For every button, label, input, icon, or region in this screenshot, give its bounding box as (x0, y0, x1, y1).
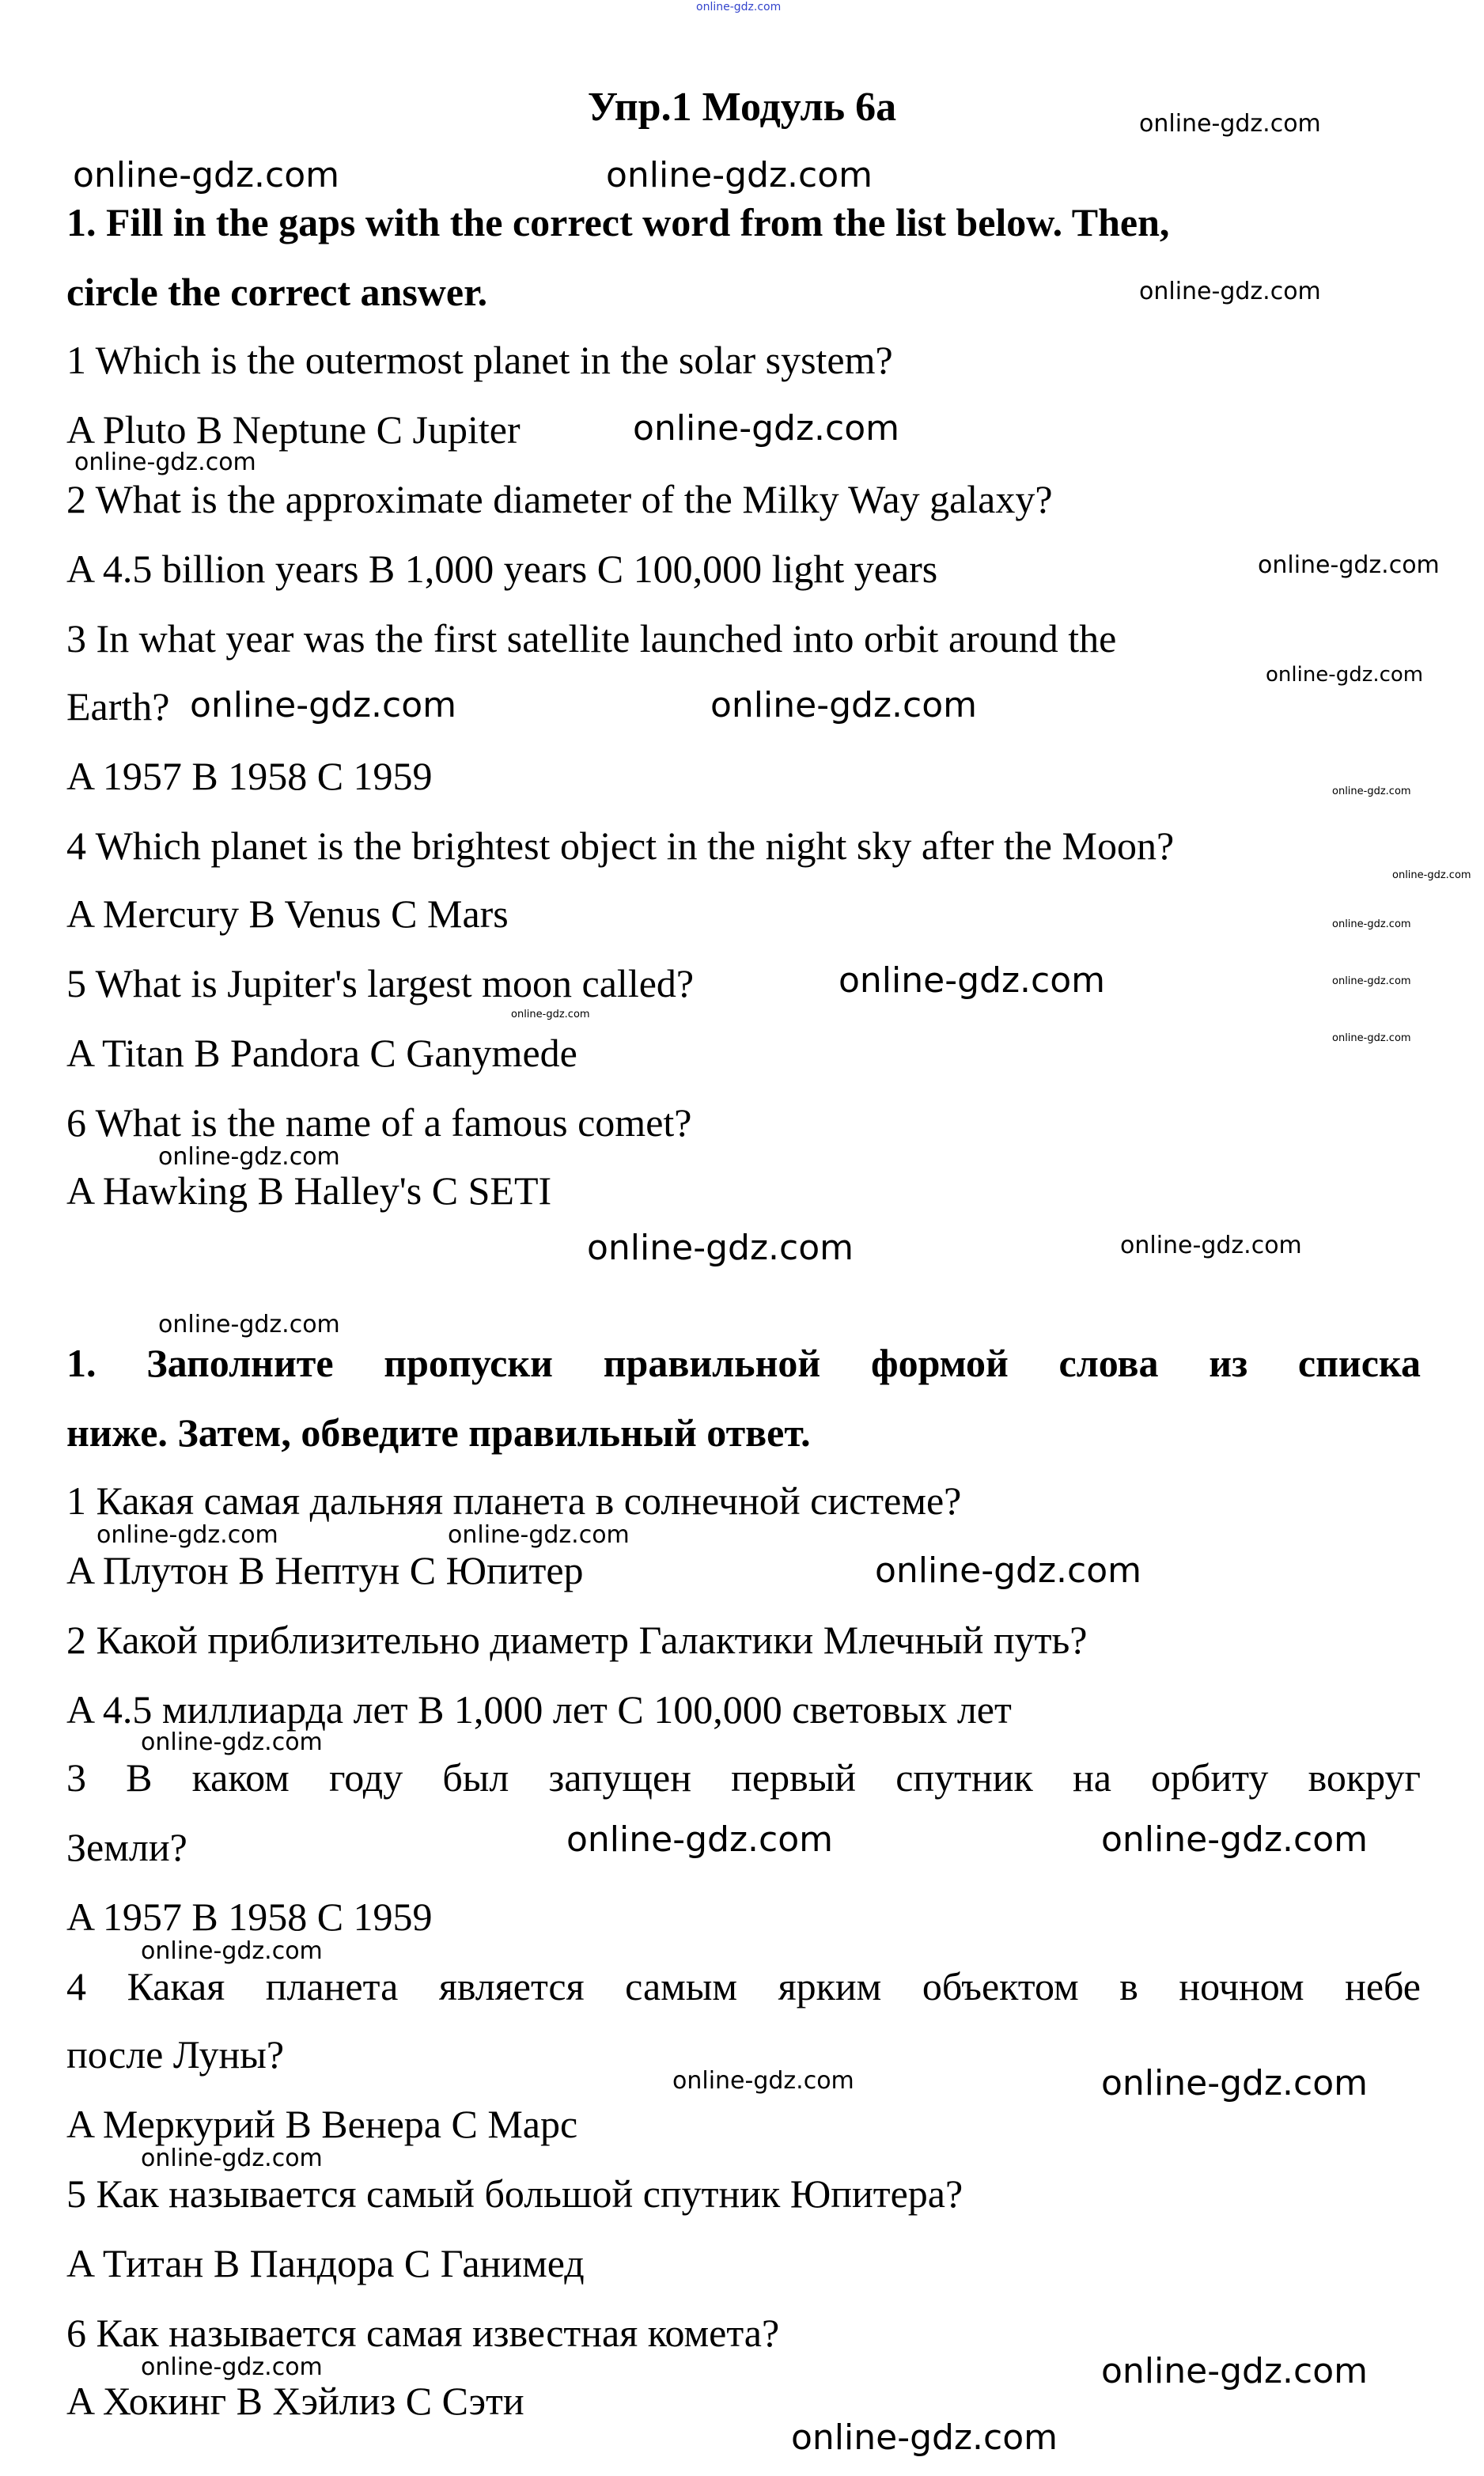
russian-question-3-line1: 3 В каком году был запущен первый спутник на орбиту вокруг (66, 1755, 1421, 1800)
english-question-3-line1: 3 In what year was the first satellite launched into orbit around the (66, 616, 1117, 661)
watermark: online-gdz.com (875, 1550, 1142, 1591)
watermark: online-gdz.com (141, 1728, 323, 1756)
watermark: online-gdz.com (1332, 975, 1411, 987)
russian-instruction-line1: 1. Заполните пропуски правильной формой слова из списка (66, 1341, 1421, 1385)
english-instruction-line1: 1. Fill in the gaps with the correct word from the list below. Then, (66, 200, 1170, 244)
russian-question-3-line2: Земли? (66, 1825, 187, 1869)
watermark: online-gdz.com (587, 1228, 854, 1268)
watermark: online-gdz.com (606, 155, 873, 195)
russian-options-4: A Меркурий B Венера C Марс (66, 2102, 578, 2146)
english-options-1: A Pluto B Neptune C Jupiter (66, 407, 521, 452)
watermark: online-gdz.com (1392, 869, 1471, 881)
page-title: Упр.1 Модуль 6а (587, 85, 897, 130)
watermark: online-gdz.com (97, 1521, 278, 1549)
watermark: online-gdz.com (633, 408, 900, 449)
english-instruction-line2: circle the correct answer. (66, 270, 488, 314)
watermark: online-gdz.com (1332, 918, 1411, 930)
english-options-6: A Hawking B Halley's C SETI (66, 1168, 552, 1213)
english-question-3-line2: Earth? (66, 684, 170, 729)
russian-question-4-line1: 4 Какая планета является самым ярким объектом в ночном небе (66, 1964, 1421, 2008)
watermark: online-gdz.com (566, 1819, 834, 1860)
watermark: online-gdz.com (141, 1937, 323, 1965)
watermark: online-gdz.com (1101, 2063, 1369, 2103)
english-question-4: 4 Which planet is the brightest object in the night sky after the Moon? (66, 823, 1175, 868)
watermark: online-gdz.com (672, 2067, 854, 2095)
russian-options-3: A 1957 B 1958 C 1959 (66, 1895, 433, 1939)
russian-question-6: 6 Как называется самая известная комета? (66, 2311, 780, 2355)
english-options-3: A 1957 B 1958 C 1959 (66, 754, 433, 798)
watermark: online-gdz.com (190, 685, 457, 725)
russian-question-5: 5 Как называется самый большой спутник Юпитера? (66, 2171, 963, 2216)
watermark: online-gdz.com (1266, 663, 1424, 687)
watermark: online-gdz.com (141, 2353, 323, 2381)
watermark: online-gdz.com (710, 685, 978, 725)
watermark: online-gdz.com (1120, 1232, 1302, 1259)
watermark: online-gdz.com (158, 1311, 340, 1338)
english-options-2: A 4.5 billion years B 1,000 years C 100,000 light years (66, 547, 938, 591)
watermark: online-gdz.com (1258, 551, 1440, 579)
russian-options-2: A 4.5 миллиарда лет B 1,000 лет C 100,000 световых лет (66, 1687, 1012, 1732)
english-question-5: 5 What is Jupiter's largest moon called? (66, 961, 695, 1005)
english-question-2: 2 What is the approximate diameter of the Milky Way galaxy? (66, 477, 1053, 521)
watermark: online-gdz.com (696, 1, 782, 13)
watermark: online-gdz.com (1101, 1819, 1369, 1860)
watermark: online-gdz.com (74, 449, 256, 476)
russian-question-2: 2 Какой приблизительно диаметр Галактики Млечный путь? (66, 1618, 1088, 1662)
watermark: online-gdz.com (1139, 110, 1321, 138)
english-question-1: 1 Which is the outermost planet in the solar system? (66, 338, 893, 382)
english-options-4: A Mercury B Venus C Mars (66, 892, 509, 936)
english-question-6: 6 What is the name of a famous comet? (66, 1100, 692, 1145)
russian-question-4-line2: после Луны? (66, 2032, 285, 2077)
watermark: online-gdz.com (158, 1143, 340, 1171)
watermark: online-gdz.com (448, 1521, 630, 1549)
watermark: online-gdz.com (1139, 278, 1321, 305)
watermark: online-gdz.com (73, 155, 340, 195)
watermark: online-gdz.com (141, 2145, 323, 2172)
watermark: online-gdz.com (1332, 1032, 1411, 1044)
watermark: online-gdz.com (791, 2417, 1058, 2458)
english-options-5: A Titan B Pandora C Ganymede (66, 1031, 577, 1075)
russian-instruction-line2: ниже. Затем, обведите правильный ответ. (66, 1410, 811, 1455)
russian-options-6: A Хокинг B Хэйлиз C Сэти (66, 2379, 524, 2423)
watermark: online-gdz.com (1101, 2351, 1369, 2391)
russian-question-1: 1 Какая самая дальняя планета в солнечной системе? (66, 1478, 962, 1523)
watermark: online-gdz.com (511, 1009, 590, 1020)
russian-options-1: A Плутон B Нептун C Юпитер (66, 1548, 584, 1592)
watermark: online-gdz.com (1332, 786, 1411, 797)
watermark: online-gdz.com (839, 960, 1106, 1001)
russian-options-5: A Титан B Пандора C Ганимед (66, 2241, 585, 2285)
